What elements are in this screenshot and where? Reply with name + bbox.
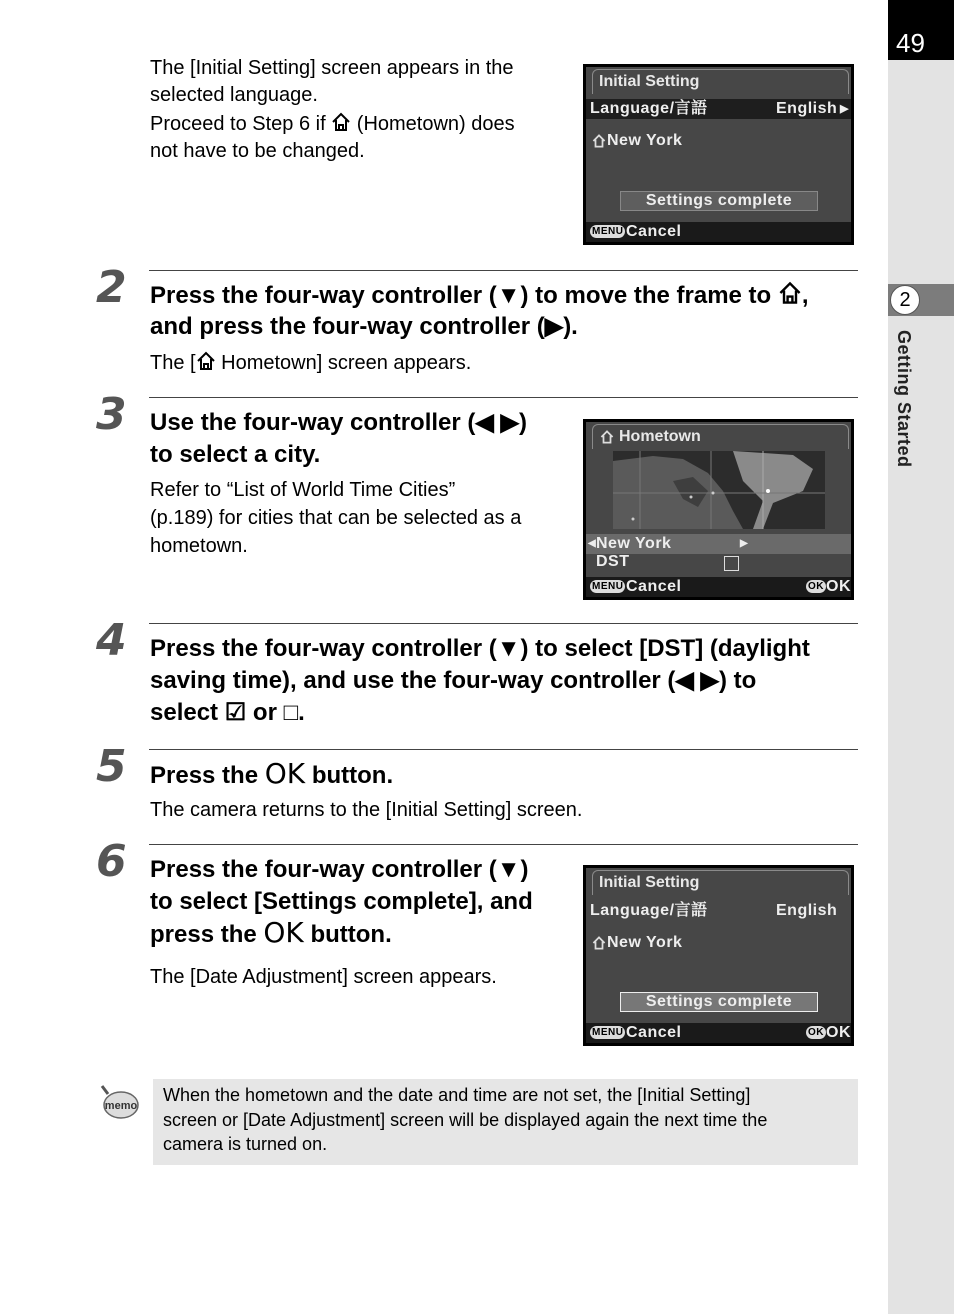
step-number-3: 3 (96, 389, 127, 440)
step-3-heading-line-2: to select a city. (150, 441, 321, 468)
step-6-heading-line-1: Press the four-way controller (▼) (150, 856, 529, 883)
step-5-heading: Press the OK button. (150, 757, 394, 790)
house-icon (592, 936, 606, 950)
intro-line-3: Proceed to Step 6 if (Hometown) does (150, 113, 515, 135)
language-label: Language/言語 (590, 902, 708, 919)
memo-icon (98, 1084, 140, 1122)
step-3-desc-1: Refer to “List of World Time Cities” (150, 479, 456, 501)
house-icon (331, 112, 351, 132)
step-3-heading-line-1: Use the four-way controller (◀ ▶) (150, 409, 527, 436)
world-map (613, 451, 825, 529)
ok-badge-icon: OK (808, 1027, 824, 1039)
cancel-label[interactable]: Cancel (626, 223, 682, 240)
menu-badge-icon: MENU (592, 1027, 624, 1039)
step-6-description: The [Date Adjustment] screen appears. (150, 966, 497, 988)
cancel-label[interactable]: Cancel (626, 578, 682, 595)
language-row (586, 901, 851, 921)
arrow-left-icon: ◀ (588, 538, 597, 549)
ok-button-icon: OK (263, 916, 304, 949)
house-icon (600, 430, 614, 444)
chapter-number: 2 (890, 285, 920, 315)
arrow-right-icon: ▶ (740, 538, 749, 549)
svg-text:memo: memo (104, 1100, 138, 1112)
city-value: New York (596, 535, 672, 552)
screen-footer (586, 577, 851, 597)
divider (149, 623, 858, 624)
camera-screen-initial-setting-complete (583, 865, 854, 1046)
house-icon (592, 134, 606, 148)
arrow-right-icon: ▶ (840, 103, 849, 115)
language-row (586, 99, 851, 119)
step-3-desc-3: hometown. (150, 535, 248, 557)
hometown-value: New York (607, 132, 683, 149)
step-number-4: 4 (96, 615, 127, 666)
page-number: 49 (888, 0, 954, 60)
screen-footer (586, 1023, 851, 1043)
settings-complete-button[interactable]: Settings complete (620, 191, 818, 211)
chapter-title: Getting Started (894, 330, 914, 468)
ok-label[interactable]: OK (826, 1024, 851, 1041)
intro-line-4: not have to be changed. (150, 140, 365, 162)
screen-footer (586, 222, 851, 242)
menu-badge-icon: MENU (592, 226, 624, 238)
ok-label[interactable]: OK (826, 578, 851, 595)
divider (149, 844, 858, 845)
hometown-value: New York (607, 934, 683, 951)
step-4-heading-line-1: Press the four-way controller (▼) to select [DST] (daylight (150, 635, 810, 662)
divider (149, 270, 858, 271)
language-value: English (776, 902, 838, 919)
memo-text (163, 1083, 853, 1157)
step-5-description: The camera returns to the [Initial Setting] screen. (150, 799, 583, 821)
memo-line-1: When the hometown and the date and time are not set, the [Initial Setting] (163, 1085, 751, 1105)
step-3-desc-2: (p.189) for cities that can be selected as a (150, 507, 522, 529)
memo-line-3: camera is turned on. (163, 1134, 328, 1154)
step-6-heading-line-3: press the OK button. (150, 916, 392, 949)
menu-badge-icon: MENU (592, 581, 624, 593)
screen-title: Initial Setting (592, 870, 849, 895)
step-6-heading-line-2: to select [Settings complete], and (150, 888, 533, 915)
house-icon (778, 281, 802, 305)
language-label: Language/言語 (590, 100, 708, 117)
settings-complete-button[interactable]: Settings complete (620, 992, 818, 1012)
screen-title: Initial Setting (592, 69, 849, 94)
camera-screen-initial-setting (583, 64, 854, 245)
divider (149, 397, 858, 398)
memo-line-2: screen or [Date Adjustment] screen will be displayed again the next time the (163, 1109, 768, 1130)
step-2-heading-line-1: Press the four-way controller (▼) to move the frame to , (150, 282, 809, 309)
chapter-sidebar (888, 0, 954, 1314)
step-2-heading-line-2: and press the four-way controller (▶). (150, 313, 578, 340)
step-number-6: 6 (96, 836, 127, 887)
ok-badge-icon: OK (808, 581, 824, 593)
dst-label: DST (596, 553, 630, 570)
ok-button-icon: OK (264, 757, 306, 790)
step-number-5: 5 (96, 741, 127, 792)
screen-title: Hometown (592, 424, 849, 449)
language-value: English (776, 100, 838, 117)
intro-line-1: The [Initial Setting] screen appears in the (150, 57, 514, 79)
step-4-heading-line-2: saving time), and use the four-way controller (◀ ▶) to (150, 667, 757, 694)
dst-checkbox[interactable] (724, 556, 739, 571)
cancel-label[interactable]: Cancel (626, 1024, 682, 1041)
divider (149, 749, 858, 750)
step-number-2: 2 (96, 262, 127, 313)
house-icon (196, 351, 216, 371)
step-4-heading-line-3: select ☑ or □. (150, 699, 305, 726)
camera-screen-hometown (583, 419, 854, 600)
intro-line-2: selected language. (150, 84, 318, 106)
city-selector[interactable] (586, 534, 851, 554)
step-2-description: The [ Hometown] screen appears. (150, 352, 472, 374)
